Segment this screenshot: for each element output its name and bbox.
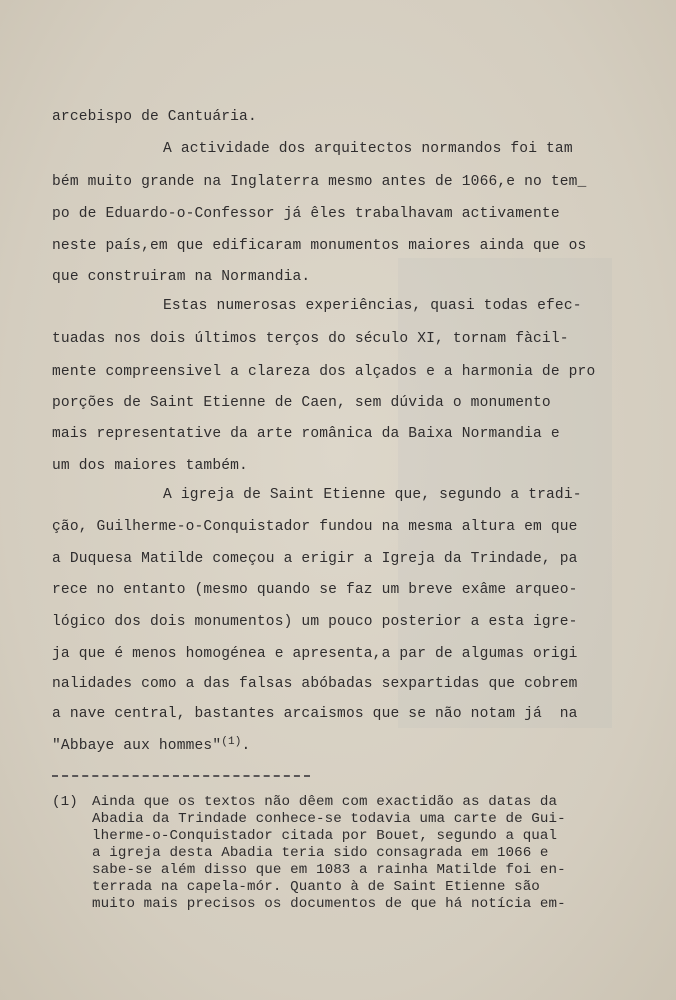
text-line: bém muito grande na Inglaterra mesmo antes de 1066,e no tem_ xyxy=(52,174,587,190)
footnote-line: sabe-se além disso que em 1083 a rainha Matilde foi en- xyxy=(92,862,566,878)
text-line: ja que é menos homogénea e apresenta,a par de algumas origi xyxy=(52,646,578,662)
footnote-number: (1) xyxy=(52,794,78,810)
text-line: rece no entanto (mesmo quando se faz um breve exâme arqueo- xyxy=(52,582,578,598)
text-line: mais representative da arte românica da Baixa Normandia e xyxy=(52,426,560,442)
text-line-final xyxy=(52,737,250,755)
text-line: Estas numerosas experiências, quasi todas efec- xyxy=(163,298,582,314)
footnote-reference[interactable]: (1) xyxy=(221,736,242,748)
text-line: arcebispo de Cantuária. xyxy=(52,109,257,125)
text-line: um dos maiores também. xyxy=(52,458,248,474)
text-line: A igreja de Saint Etienne que, segundo a tradi- xyxy=(163,487,582,503)
footnote-line: muito mais precisos os documentos de que há notícia em- xyxy=(92,896,566,912)
text-line: mente compreensivel a clareza dos alçados e a harmonia de pro xyxy=(52,364,596,380)
text-line: porções de Saint Etienne de Caen, sem dúvida o monumento xyxy=(52,395,551,411)
footnote-line: Abadia da Trindade conhece-se todavia uma carte de Gui- xyxy=(92,811,566,827)
last-line-text: "Abbaye aux hommes" xyxy=(52,738,222,754)
text-line: lógico dos dois monumentos) um pouco posterior a esta igre- xyxy=(52,614,578,630)
footnote-line: a igreja desta Abadia teria sido consagrada em 1066 e xyxy=(92,845,549,861)
text-line: A actividade dos arquitectos normandos foi tam xyxy=(163,141,573,157)
text-line: neste país,em que edificaram monumentos maiores ainda que os xyxy=(52,238,587,254)
text-line: po de Eduardo-o-Confessor já êles trabalhavam activamente xyxy=(52,206,560,222)
footnote-separator xyxy=(52,775,310,777)
text-line: que construiram na Normandia. xyxy=(52,269,311,285)
text-line: nalidades como a das falsas abóbadas sexpartidas que cobrem xyxy=(52,676,578,692)
footnote-line: lherme-o-Conquistador citada por Bouet, segundo a qual xyxy=(92,828,558,844)
text-line: ção, Guilherme-o-Conquistador fundou na mesma altura em que xyxy=(52,519,578,535)
footnote-line: Ainda que os textos não dêem com exactidão as datas da xyxy=(92,794,558,810)
footnote-line: terrada na capela-mór. Quanto à de Saint Etienne são xyxy=(92,879,540,895)
text-line: a Duquesa Matilde começou a erigir a Igreja da Trindade, pa xyxy=(52,551,578,567)
last-line-end: . xyxy=(241,738,251,754)
text-line: tuadas nos dois últimos terços do século XI, tornam fàcil- xyxy=(52,331,569,347)
text-line: a nave central, bastantes arcaismos que se não notam já na xyxy=(52,706,578,722)
